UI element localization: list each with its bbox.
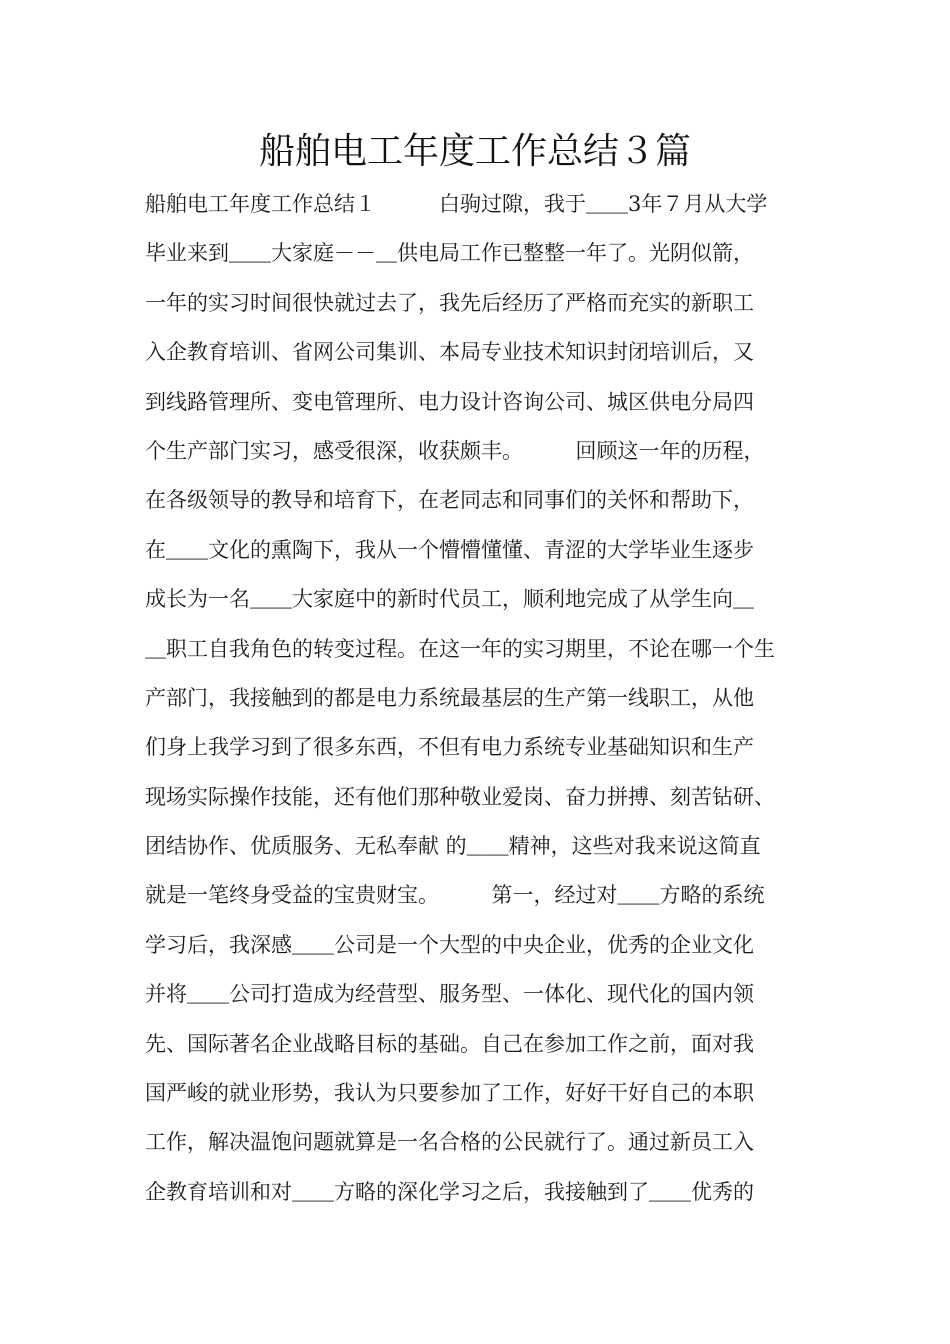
body-line: 成长为一名＿＿大家庭中的新时代员工，顺利地完成了从学生向＿ (145, 587, 754, 612)
body-line: 在＿＿文化的熏陶下，我从一个懵懵懂懂、青涩的大学毕业生逐步 (145, 537, 754, 562)
document-body (145, 180, 825, 1217)
body-line: 工作，解决温饱问题就算是一名合格的公民就行了。通过新员工入 (145, 1130, 754, 1155)
body-line: 学习后，我深感＿＿公司是一个大型的中央企业，优秀的企业文化 (145, 932, 754, 957)
body-line: 先、国际著名企业战略目标的基础。自己在参加工作之前，面对我 (145, 1031, 754, 1056)
body-line: 到线路管理所、变电管理所、电力设计咨询公司、城区供电分局四 (145, 389, 754, 414)
body-line: 船舶电工年度工作总结１ 白驹过隙，我于＿＿3年７月从大学 (145, 192, 768, 216)
body-line: 团结协作、优质服务、无私奉献 的＿＿精神，这些对我来说这简直 (145, 834, 761, 859)
document-title: 船舶电工年度工作总结３篇 (258, 131, 691, 172)
body-line: 并将＿＿公司打造成为经营型、服务型、一体化、现代化的国内领 (145, 982, 754, 1007)
body-line: ＿职工自我角色的转变过程。在这一年的实习期里，不论在哪一个生 (145, 636, 775, 661)
body-line: 们身上我学习到了很多东西，不但有电力系统专业基础知识和生产 (145, 735, 754, 760)
body-line: 就是一笔终身受益的宝贵财宝。 第一，经过对＿＿方略的系统 (145, 883, 765, 908)
body-line: 个生产部门实习，感受很深，收获颇丰。 回顾这一年的历程， (145, 438, 765, 463)
body-line: 国严峻的就业形势，我认为只要参加了工作，好好干好自己的本职 (145, 1081, 754, 1106)
body-line: 在各级领导的教导和培育下，在老同志和同事们的关怀和帮助下， (145, 488, 754, 513)
body-line: 毕业来到＿＿大家庭－－＿供电局工作已整整一年了。光阴似箭， (145, 241, 754, 266)
body-line: 现场实际操作技能，还有他们那种敬业爱岗、奋力拼搏、刻苦钻研、 (145, 784, 775, 809)
body-line: 入企教育培训、省网公司集训、本局专业技术知识封闭培训后，又 (145, 340, 754, 365)
body-line: 产部门，我接触到的都是电力系统最基层的生产第一线职工，从他 (145, 685, 754, 710)
body-line: 一年的实习时间很快就过去了，我先后经历了严格而充实的新职工 (145, 290, 754, 315)
body-line: 企教育培训和对＿＿方略的深化学习之后，我接触到了＿＿优秀的 (145, 1179, 754, 1204)
